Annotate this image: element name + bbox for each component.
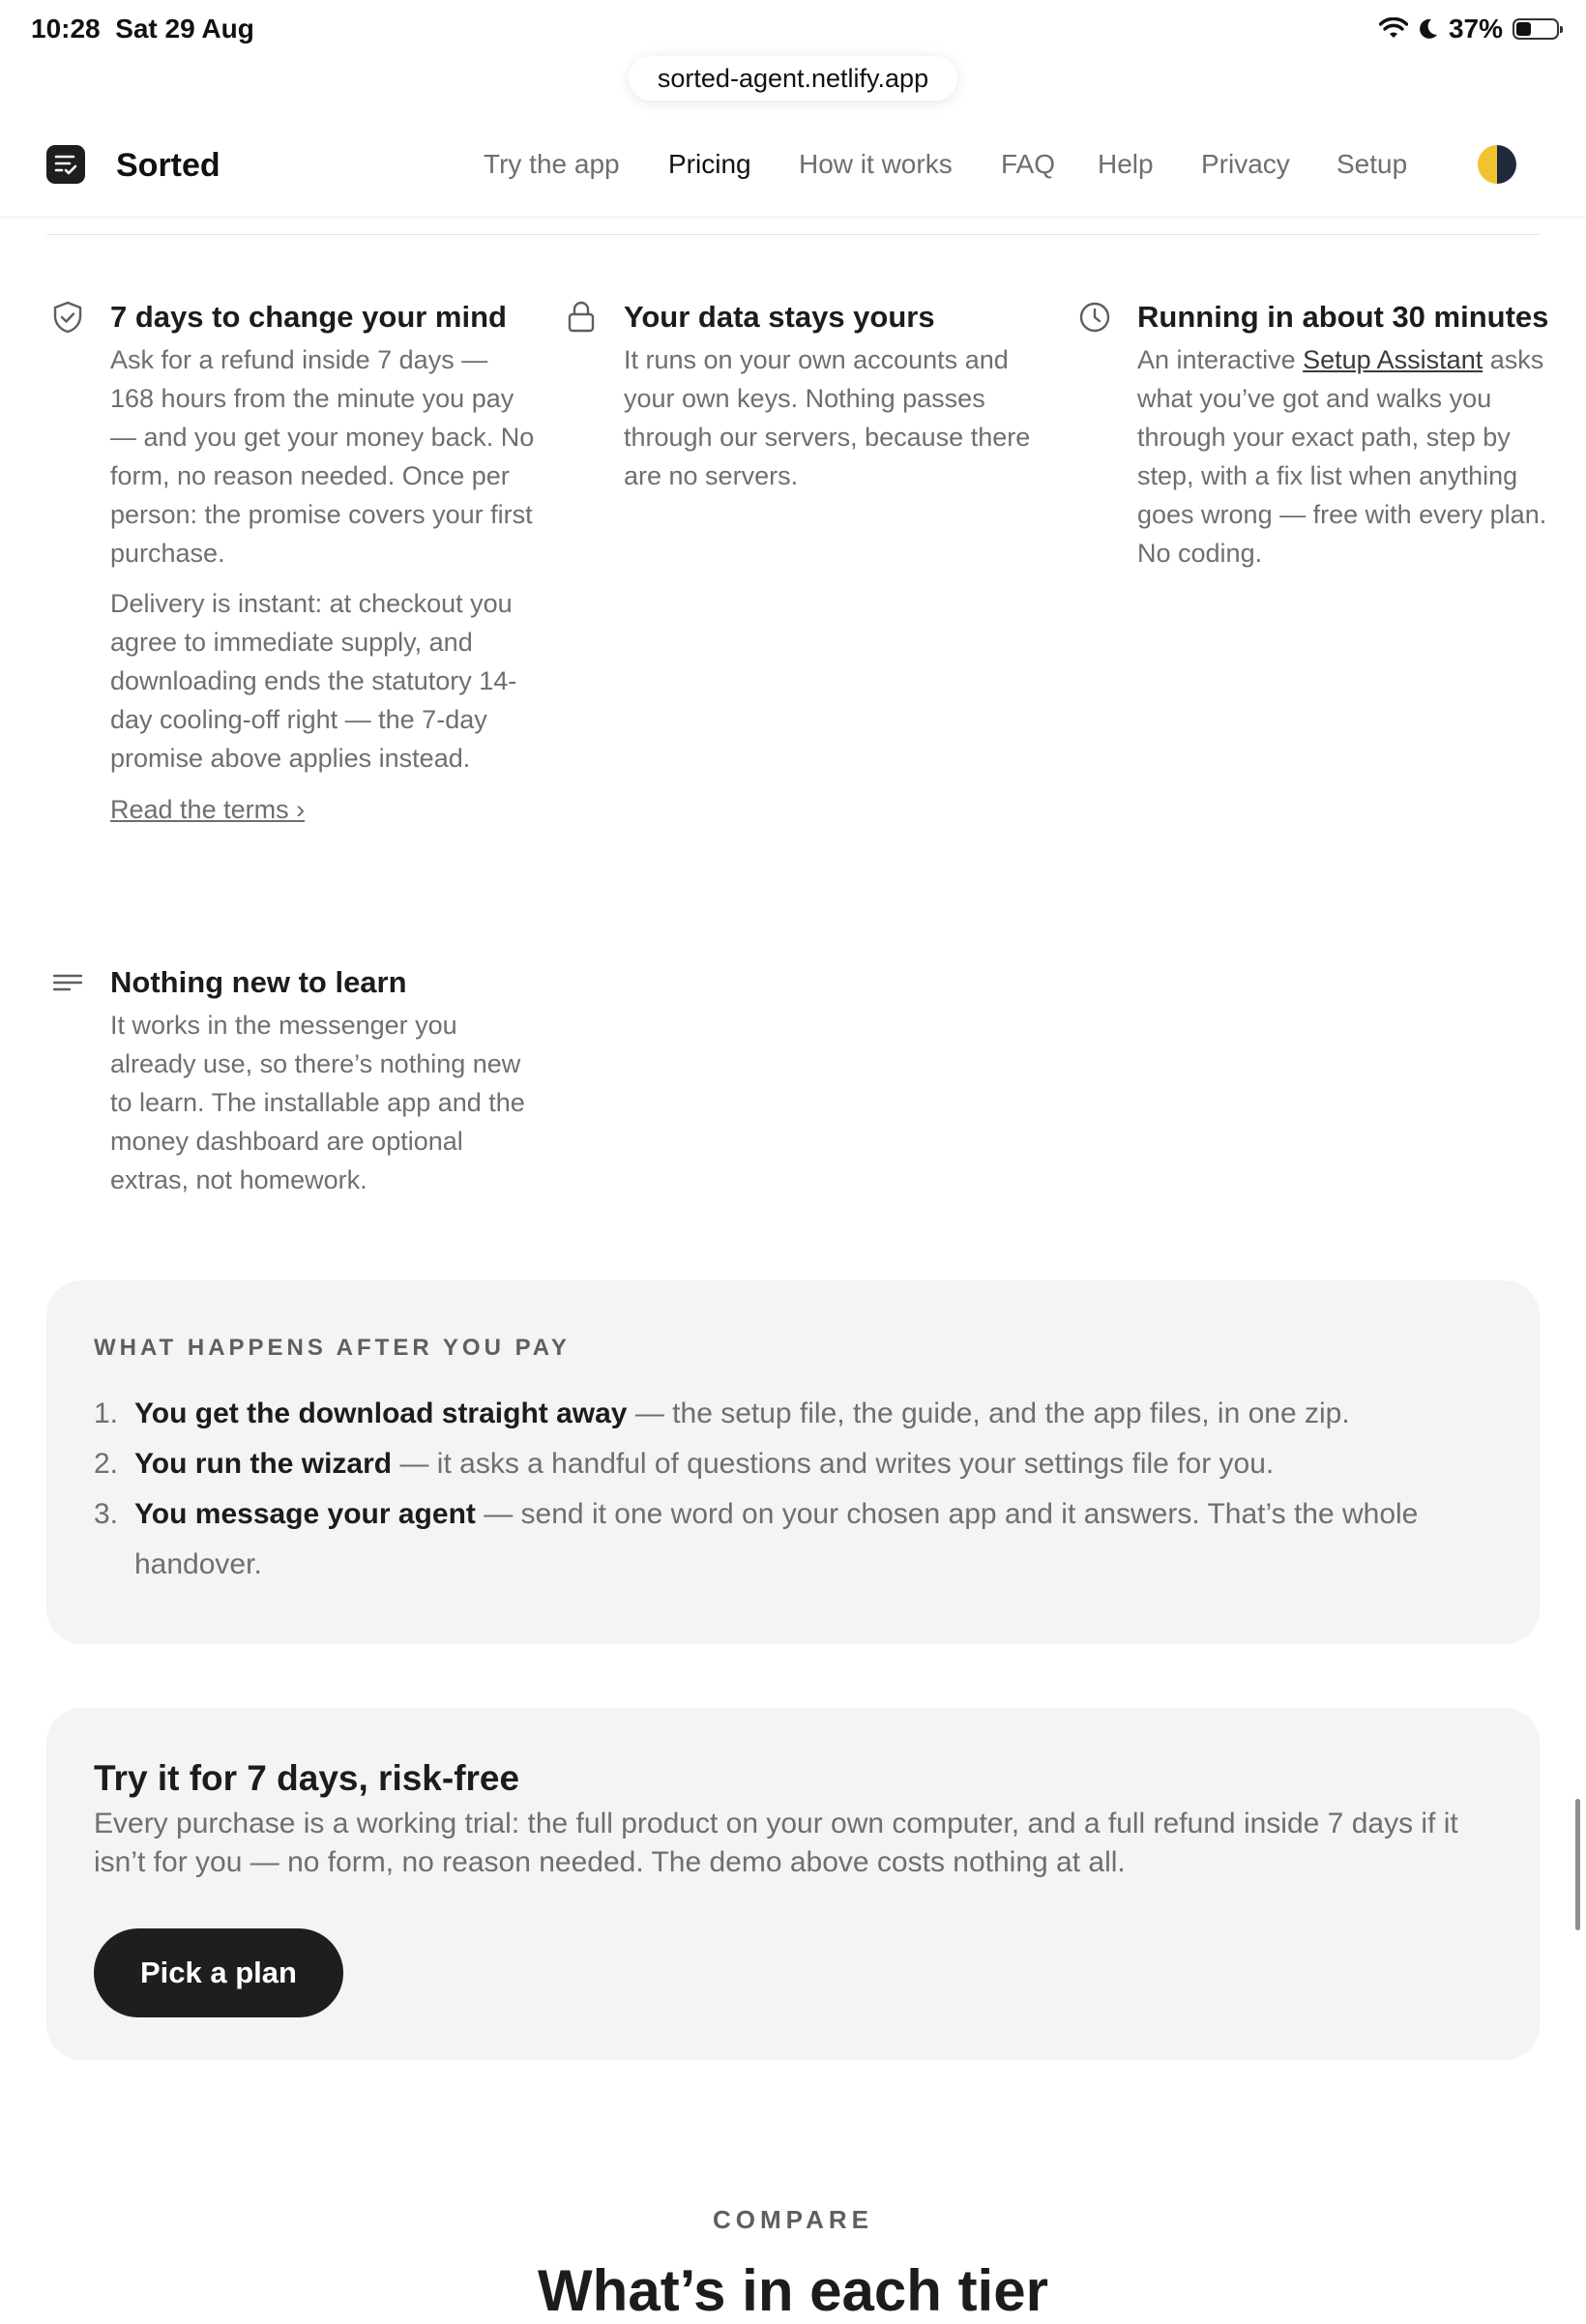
feature-body-delivery: Delivery is instant: at checkout you agree to immediate supply, and downloading ends the statutory 14-day cooling-off right — the 7-day promise above applies instead. <box>110 589 517 773</box>
nav-try-the-app[interactable]: Try the app <box>484 149 620 179</box>
feature-body: It runs on your own accounts and your own keys. Nothing passes through our servers, because there are no servers. <box>624 345 1031 490</box>
status-date: Sat 29 Aug <box>115 14 254 44</box>
after-pay-steps <box>94 1389 1493 1590</box>
nav-how-it-works[interactable]: How it works <box>799 149 953 179</box>
feature-title: Nothing new to learn <box>110 965 407 999</box>
feature-title: Your data stays yours <box>624 300 935 334</box>
compare-heading: What’s in each tier <box>538 2258 1048 2323</box>
pick-a-plan-button[interactable]: Pick a plan <box>94 1928 343 2017</box>
url-bar[interactable]: sorted-agent.netlify.app <box>629 56 957 101</box>
feature-body-post: asks what you’ve got and walks you through your exact path, step by step, with a fix list when anything goes wrong — free with every plan. No coding. <box>1137 345 1547 568</box>
main-nav <box>0 149 1586 188</box>
lock-icon <box>564 300 599 335</box>
feature-title: 7 days to change your mind <box>110 300 507 334</box>
section-divider <box>46 234 1540 235</box>
feature-nothing-new <box>110 963 536 1199</box>
status-time-date <box>31 14 254 44</box>
theme-toggle-avatar[interactable] <box>1478 145 1516 184</box>
feature-body-pre: An interactive <box>1137 345 1304 374</box>
page-scrollbar[interactable] <box>1575 1799 1580 1930</box>
feature-body <box>1137 340 1563 573</box>
feature-data <box>624 298 1049 495</box>
moon-icon <box>1418 17 1439 41</box>
after-pay-panel <box>46 1280 1540 1644</box>
shield-check-icon <box>50 300 85 335</box>
step-title: You message your agent <box>134 1498 476 1530</box>
step-detail: — the setup file, the guide, and the app files, in one zip. <box>627 1397 1350 1429</box>
site-header <box>0 124 1586 218</box>
status-time: 10:28 <box>31 14 101 44</box>
battery-level <box>1516 22 1531 36</box>
nav-faq[interactable]: FAQ <box>1001 149 1056 179</box>
feature-body: It works in the messenger you already use, so there’s nothing new to learn. The installable app and the money dashboard are optional extras, not homework. <box>110 1011 525 1194</box>
step-number: 2. <box>94 1448 119 1480</box>
step-detail: — it asks a handful of questions and writes your settings file for you. <box>392 1448 1275 1480</box>
trial-cta-panel <box>46 1708 1540 2060</box>
compare-eyebrow: COMPARE <box>713 2205 873 2234</box>
read-terms-link[interactable]: Read the terms › <box>110 795 306 824</box>
after-pay-eyebrow: WHAT HAPPENS AFTER YOU PAY <box>94 1335 571 1361</box>
status-indicators <box>1379 14 1559 44</box>
cta-body: Every purchase is a working trial: the full product on your own computer, and a full refund inside 7 days if it isn’t for you — no form, no reason needed. The demo above costs nothing at all. <box>94 1808 1458 1878</box>
step-title: You run the wizard <box>134 1448 393 1480</box>
wifi-icon <box>1379 17 1408 41</box>
status-bar <box>0 0 1586 62</box>
nav-setup[interactable]: Setup <box>1336 149 1408 179</box>
clock-icon <box>1077 300 1112 335</box>
step-number: 3. <box>94 1498 119 1530</box>
step-item <box>94 1389 1493 1439</box>
nav-pricing[interactable]: Pricing <box>668 149 751 179</box>
feature-setup-time <box>1137 298 1563 573</box>
feature-body: Ask for a refund inside 7 days — 168 hours from the minute you pay — and you get your money back. No form, no reason needed. Once per person: the promise covers your first purchase. <box>110 345 535 568</box>
step-title: You get the download straight away <box>134 1397 628 1429</box>
battery-percent: 37% <box>1448 14 1503 44</box>
battery-icon <box>1513 18 1559 40</box>
setup-assistant-link[interactable]: Setup Assistant <box>1303 345 1483 374</box>
step-item <box>94 1439 1493 1489</box>
nav-privacy[interactable]: Privacy <box>1201 149 1290 179</box>
cta-title: Try it for 7 days, risk-free <box>94 1758 520 1798</box>
feature-title: Running in about 30 minutes <box>1137 300 1549 334</box>
feature-refund <box>110 298 536 825</box>
step-detail: — send it one word on your chosen app and it answers. That’s the whole handover. <box>134 1498 1419 1580</box>
step-item <box>94 1489 1493 1590</box>
step-number: 1. <box>94 1397 119 1429</box>
brand-name[interactable]: Sorted <box>116 147 220 184</box>
lines-icon <box>50 965 85 1000</box>
nav-help[interactable]: Help <box>1098 149 1154 179</box>
